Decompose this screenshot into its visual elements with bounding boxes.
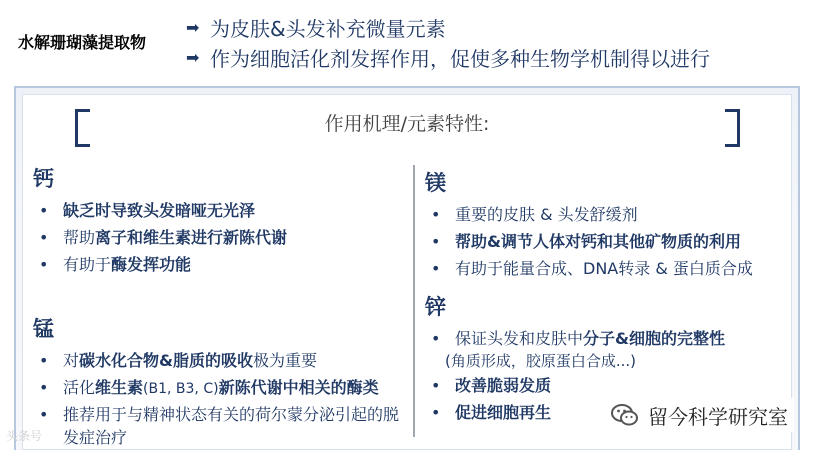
item-text: 促进细胞再生 — [455, 403, 552, 422]
bottom-watermark: 头条号 — [6, 429, 43, 443]
item-text: 帮助&调节人体对钙和其他矿物质的利用 — [455, 232, 741, 251]
item-text: 保证头发和皮肤中分子&细胞的完整性 — [455, 329, 725, 348]
item-text: 帮助离子和维生素进行新陈代谢 — [63, 228, 288, 247]
item-text: 活化维生素(B1, B3, C)新陈代谢中相关的酶类 — [63, 378, 379, 397]
bullet-icon: • — [39, 405, 49, 424]
bullet-icon: • — [431, 376, 441, 395]
item-text: 对碳水化合物&脂质的吸收极为重要 — [63, 351, 317, 370]
list-item — [425, 374, 725, 401]
list-item — [425, 327, 725, 350]
element-name: 镁 — [425, 171, 446, 195]
column-divider — [413, 165, 415, 437]
list-item — [33, 253, 287, 280]
item-text: 重要的皮肤 & 头发舒缓剂 — [455, 205, 638, 224]
account-watermark — [604, 398, 794, 432]
item-text: 推荐用于与精神状态有关的荷尔蒙分泌引起的脱发症治疗 — [63, 405, 400, 447]
bullet-icon: • — [39, 228, 49, 247]
panel-heading: 作用机理/元素特性: — [324, 113, 490, 135]
bullet-icon: • — [431, 232, 441, 251]
top-bullet-text: 作为细胞活化剂发挥作用，促使多种生物学机制得以进行 — [210, 46, 710, 71]
item-text: 有助于能量合成、DNA转录 & 蛋白质合成 — [455, 259, 753, 278]
element-name: 钙 — [33, 167, 54, 191]
bullet-icon: • — [431, 403, 441, 422]
list-item — [33, 403, 408, 449]
top-bullet-text: 为皮肤&头发补充微量元素 — [210, 16, 446, 41]
item-text: 有助于酶发挥功能 — [63, 255, 192, 274]
section-manganese — [33, 313, 408, 453]
element-name: 锌 — [425, 295, 446, 319]
panel-body — [22, 94, 792, 450]
bullet-icon: • — [39, 255, 49, 274]
list-item — [425, 230, 753, 257]
bullet-icon: • — [39, 378, 49, 397]
list-item — [425, 257, 753, 284]
top-bullet-list — [186, 12, 710, 72]
item-text: 改善脆弱发质 — [455, 376, 552, 395]
list-item — [425, 203, 753, 230]
item-text: 缺乏时导致头发暗哑无光泽 — [63, 201, 256, 220]
section-calcium — [33, 163, 287, 280]
mechanism-panel — [14, 86, 800, 450]
wechat-logo-icon — [610, 400, 640, 430]
bullet-icon: • — [431, 259, 441, 278]
arrow-right-icon: ➡ — [186, 17, 200, 37]
bullet-icon: • — [431, 205, 441, 224]
bullet-icon: • — [39, 351, 49, 370]
watermark-text: 留今科学研究室 — [648, 404, 788, 429]
arrow-right-icon: ➡ — [186, 47, 200, 67]
section-magnesium — [425, 167, 753, 284]
bullet-icon: • — [39, 201, 49, 220]
top-bullet — [186, 12, 710, 42]
top-bullet — [186, 42, 710, 72]
element-name: 锰 — [33, 317, 54, 341]
list-item — [33, 349, 408, 376]
bullet-icon: • — [431, 329, 441, 348]
list-item — [33, 199, 287, 226]
product-title: 水解珊瑚藻提取物 — [18, 33, 147, 52]
list-item — [33, 376, 408, 403]
list-item — [33, 226, 287, 253]
item-subnote: (角质形成，胶原蛋白合成...) — [445, 352, 637, 370]
